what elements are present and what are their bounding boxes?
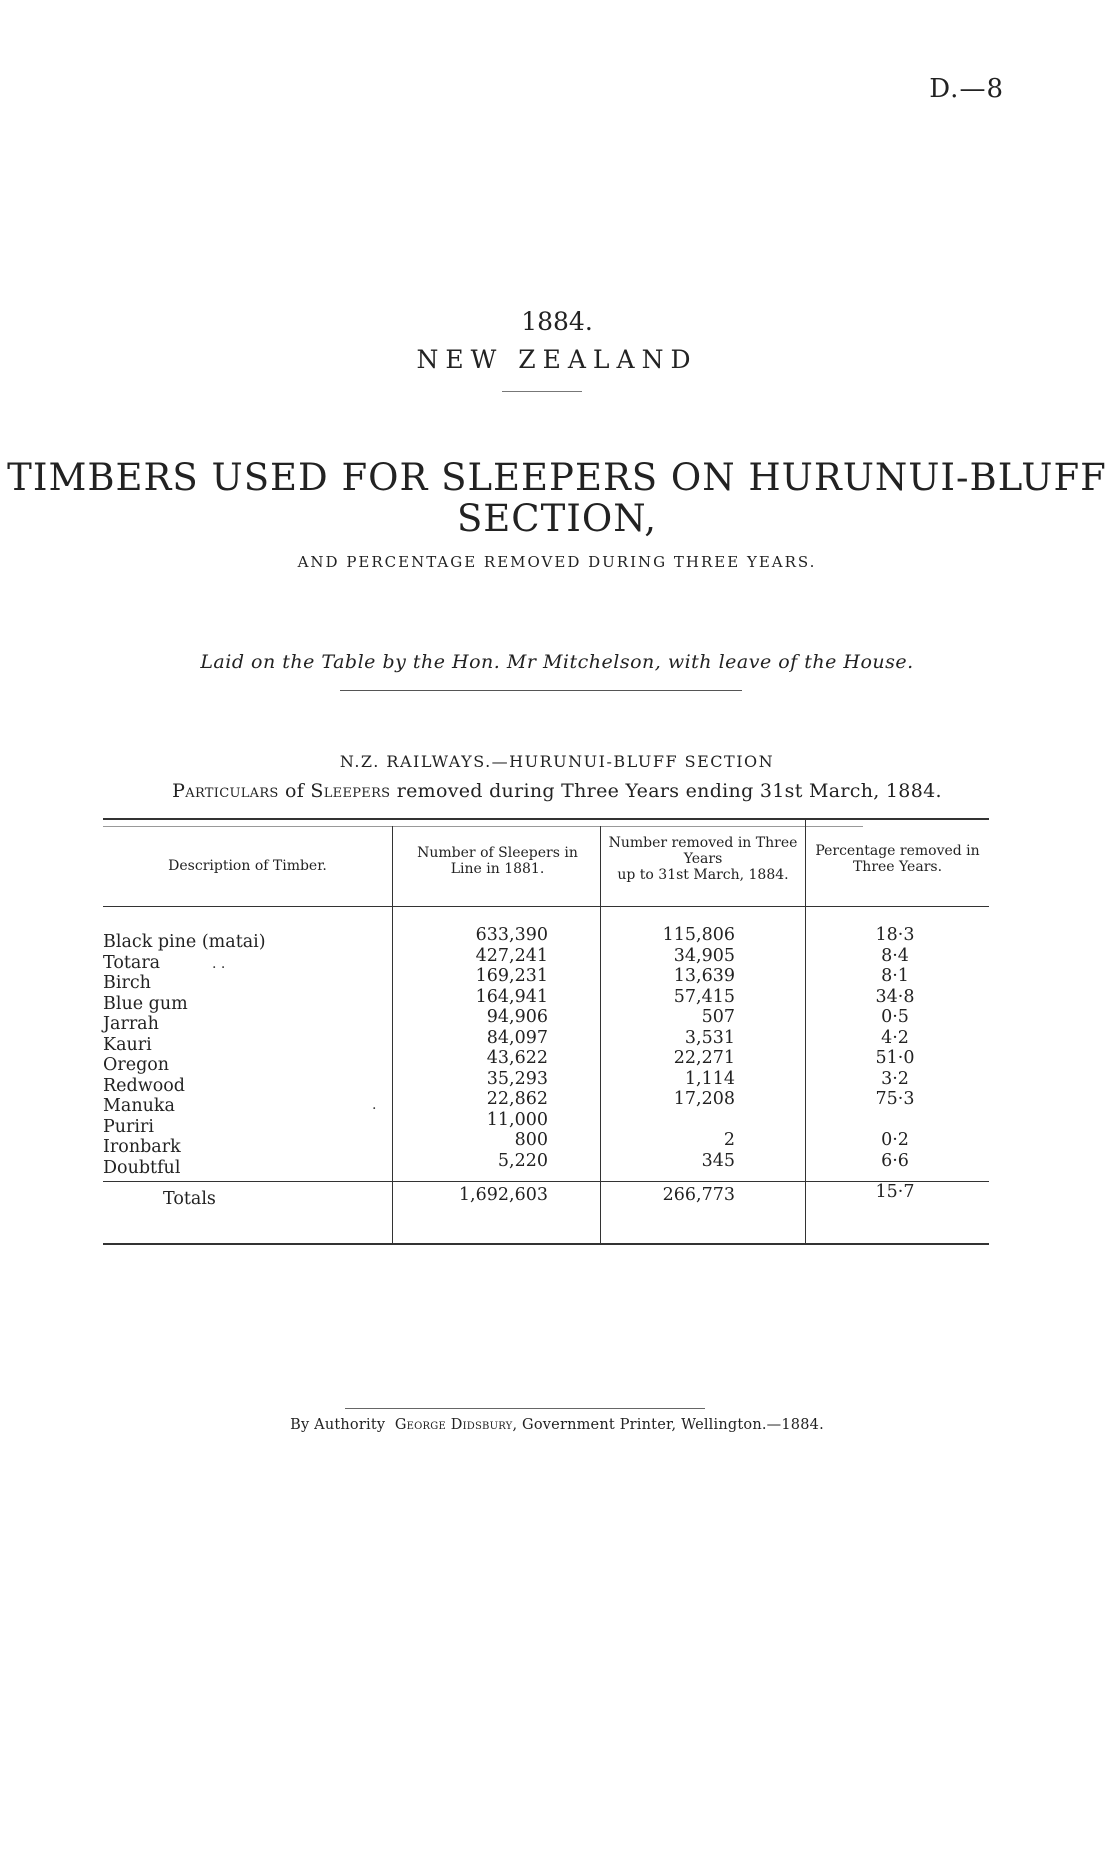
table-bottom-rule [103,1243,989,1245]
header-sleepers-line: Line in 1881. [450,861,545,877]
removed-cell: 3,531 [684,1027,735,1048]
header-bottom-rule [103,906,989,907]
table-top-rule-thin [103,826,863,827]
sleepers-cell: 94,906 [486,1007,548,1027]
timber-cell: Ironbark [103,1137,181,1157]
timber-cell: Puriri [103,1116,154,1137]
removed-cell: 115,806 [662,925,735,945]
sleepers-cell: 35,293 [486,1068,548,1089]
header-removed-line: Years [683,851,723,867]
leader-dot: . [372,1097,377,1113]
sleepers-cell: 633,390 [475,925,548,945]
sleepers-cell: 427,241 [475,945,548,966]
timber-cell: Totara [103,952,161,973]
header-removed [601,835,805,883]
header-sleepers [400,845,595,877]
title-line-1: TIMBERS USED FOR SLEEPERS ON HURUNUI-BLUFF [7,456,1107,499]
sleepers-word: Sleepers [310,780,391,802]
totals-sleepers: 1,692,603 [458,1185,548,1205]
table-caption: N.Z. RAILWAYS.—HURUNUI-BLUFF SECTION [339,752,775,771]
timber-cell: Redwood [103,1075,185,1096]
timber-column [103,932,266,1178]
percentage-cell: 75·3 [875,1089,915,1109]
particulars-text: of [278,780,311,802]
timber-cell: Jarrah [103,1014,159,1034]
timber-cell: Blue gum [103,993,188,1014]
footer-lead: By Authority [290,1417,386,1433]
footer-rest: , Government Printer, Wellington.—1884. [512,1417,824,1433]
column-divider [600,826,601,1245]
sleepers-cell: 800 [514,1130,548,1150]
timber-cell: Birch [103,973,151,993]
percentage-cell: 0·5 [881,1007,909,1027]
column-divider [392,826,393,1245]
header-percentage-line: Percentage removed in [815,843,980,859]
page-reference: D.—8 [929,74,1004,104]
footer-divider [345,1408,705,1409]
timber-cell: Oregon [103,1055,170,1075]
percentage-cell: 8·4 [881,945,909,966]
sleepers-cell: 84,097 [486,1027,548,1048]
timber-cell: Doubtful [103,1157,181,1178]
totals-removed: 266,773 [662,1185,735,1205]
particulars-text: removed during Three Years ending 31st March, 1884. [390,780,942,802]
sleepers-cell: 164,941 [475,986,548,1007]
removed-cell: 13,639 [673,966,735,986]
country-heading: NEW ZEALAND [416,345,698,374]
removed-cell: 17,208 [673,1089,735,1109]
header-percentage [806,843,989,875]
sleepers-cell: 22,862 [486,1089,548,1109]
divider [340,690,742,691]
percentage-cell: 8·1 [881,966,909,986]
totals-percentage: 15·7 [875,1182,915,1202]
subtitle: AND PERCENTAGE REMOVED DURING THREE YEARS. [297,553,817,571]
sleepers-cell: 169,231 [475,966,548,986]
document-year: 1884. [521,307,593,336]
removed-column [605,925,735,1171]
removed-cell: 22,271 [673,1048,735,1068]
removed-cell [605,1110,735,1131]
sleepers-column [400,925,548,1171]
particulars-word: Particulars [172,780,279,802]
removed-cell: 57,415 [673,986,735,1007]
removed-cell: 345 [701,1150,735,1171]
percentage-cell: 6·6 [881,1150,909,1171]
sleepers-cell: 11,000 [486,1109,548,1130]
header-removed-line: up to 31st March, 1884. [617,867,789,883]
table-top-rule [103,818,989,820]
header-description: Description of Timber. [168,858,327,874]
percentage-cell: 18·3 [875,925,915,945]
divider [502,391,582,392]
leader-dots: . . [212,956,226,972]
removed-cell: 507 [701,1007,735,1027]
laid-on-table-note: Laid on the Table by the Hon. Mr Mitchelson, with leave of the House. [200,651,914,673]
header-percentage-line: Three Years. [852,859,943,875]
table-particulars [0,780,1114,802]
percentage-cell: 51·0 [875,1048,915,1068]
timber-cell: Manuka [103,1096,175,1116]
percentage-cell: 3·2 [881,1068,909,1089]
header-removed-line: Number removed in Three [608,835,798,851]
removed-cell: 1,114 [684,1068,735,1089]
column-divider [805,818,806,1245]
printer-name: George Didsbury [394,1417,513,1433]
header-sleepers-line: Number of Sleepers in [417,845,578,861]
printer-footer [0,1417,1114,1433]
percentage-column [855,925,935,1171]
removed-cell: 34,905 [673,945,735,966]
removed-cell: 2 [723,1130,735,1150]
totals-label: Totals [163,1189,216,1209]
title-line-2: SECTION, [456,497,658,540]
percentage-cell: 34·8 [875,986,915,1007]
sleepers-cell: 43,622 [486,1048,548,1068]
timber-cell: Kauri [103,1034,152,1055]
timber-cell: Black pine (matai) [103,932,266,952]
percentage-cell [855,1110,935,1131]
percentage-cell: 4·2 [881,1027,909,1048]
sleepers-cell: 5,220 [497,1150,548,1171]
percentage-cell: 0·2 [881,1130,909,1150]
